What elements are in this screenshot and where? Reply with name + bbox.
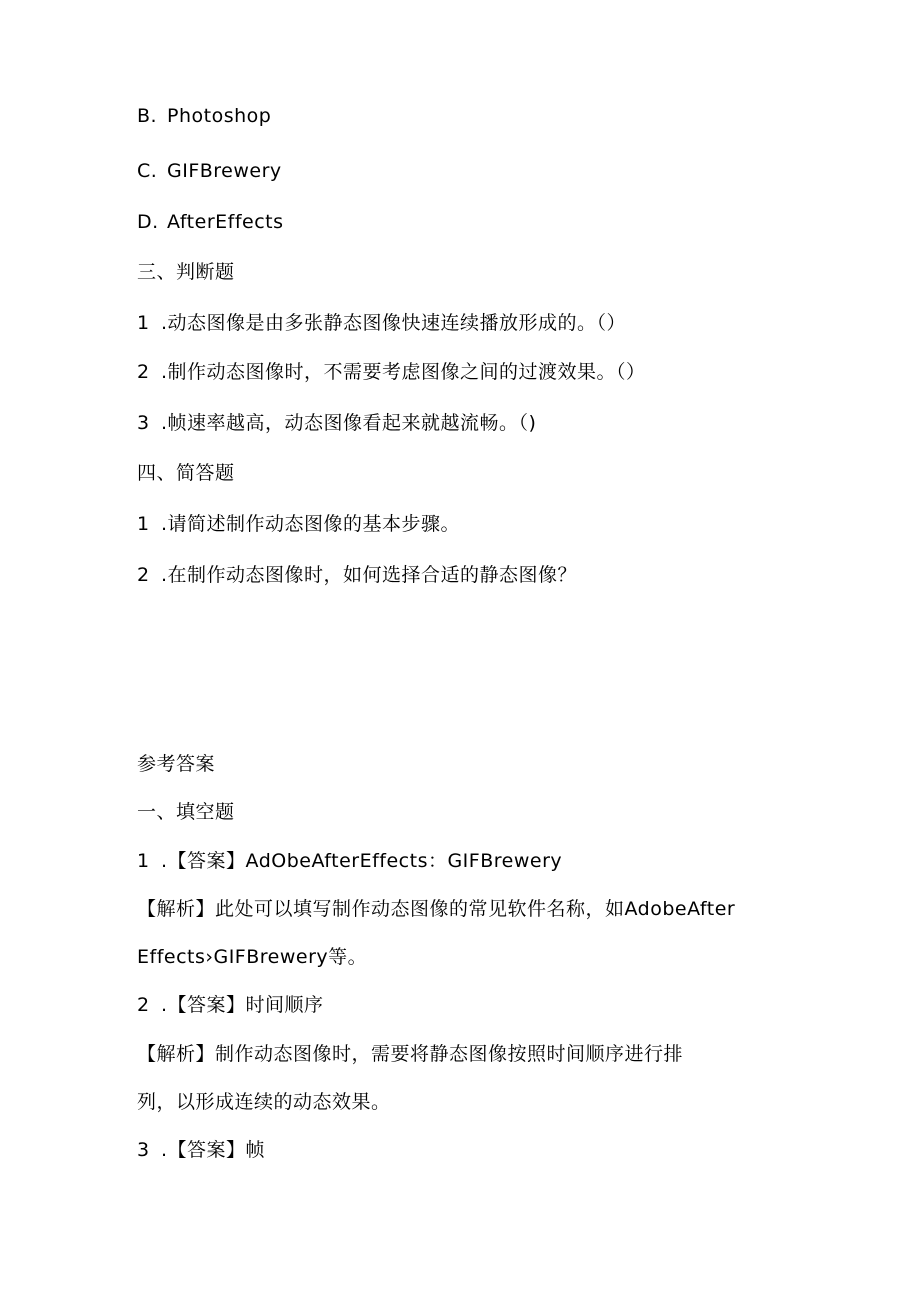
analysis-text: 列，以形成连续的动态效果。: [137, 1091, 391, 1113]
question-number: 2: [137, 564, 150, 586]
answer-item: [137, 991, 324, 1019]
question-number: 3: [137, 412, 150, 434]
question-text: .请简述制作动态图像的基本步骤。: [161, 513, 461, 535]
question-item: [137, 309, 626, 337]
answer-item: [137, 847, 562, 875]
question-text: .在制作动态图像时，如何选择合适的静态图像？: [161, 564, 578, 586]
analysis-text: 【解析】此处可以填写制作动态图像的常见软件名称，如AdobeAfter: [137, 898, 736, 920]
answer-number: 1: [137, 850, 150, 872]
section-title-fill-blank: 一、填空题: [137, 801, 235, 823]
question-item: [137, 358, 646, 386]
option-text: GIFBrewery: [167, 160, 282, 182]
answer-number: 3: [137, 1139, 150, 1161]
answer-text: .【答案】AdObeAfterEffects：GIFBrewery: [161, 850, 563, 872]
option-b: [137, 102, 271, 130]
question-number: 1: [137, 312, 150, 334]
answers-heading: 参考答案: [137, 753, 216, 775]
section-title-judgment: 三、判断题: [137, 261, 235, 283]
analysis-text: Effects›GIFBrewery等。: [137, 946, 368, 968]
option-d: [137, 208, 284, 236]
question-text: .制作动态图像时，不需要考虑图像之间的过渡效果。（）: [161, 361, 646, 383]
option-c: [137, 157, 282, 185]
option-letter: D.: [137, 211, 159, 233]
option-letter: B.: [137, 105, 158, 127]
answer-text: .【答案】时间顺序: [161, 994, 324, 1016]
section-title-short-answer: 四、简答题: [137, 462, 235, 484]
question-item: [137, 561, 577, 589]
option-text: Photoshop: [167, 105, 272, 127]
answer-number: 2: [137, 994, 150, 1016]
question-item: [137, 510, 460, 538]
answer-text: .【答案】帧: [161, 1139, 266, 1161]
question-number: 2: [137, 361, 150, 383]
option-letter: C.: [137, 160, 158, 182]
answer-item: [137, 1136, 265, 1164]
analysis-text: 【解析】制作动态图像时，需要将静态图像按照时间顺序进行排: [137, 1043, 684, 1065]
question-number: 1: [137, 513, 150, 535]
question-text: .帧速率越高，动态图像看起来就越流畅。（): [161, 412, 537, 434]
question-item: [137, 409, 536, 437]
option-text: AfterEffects: [167, 211, 284, 233]
question-text: .动态图像是由多张静态图像快速连续播放形成的。（）: [161, 312, 627, 334]
